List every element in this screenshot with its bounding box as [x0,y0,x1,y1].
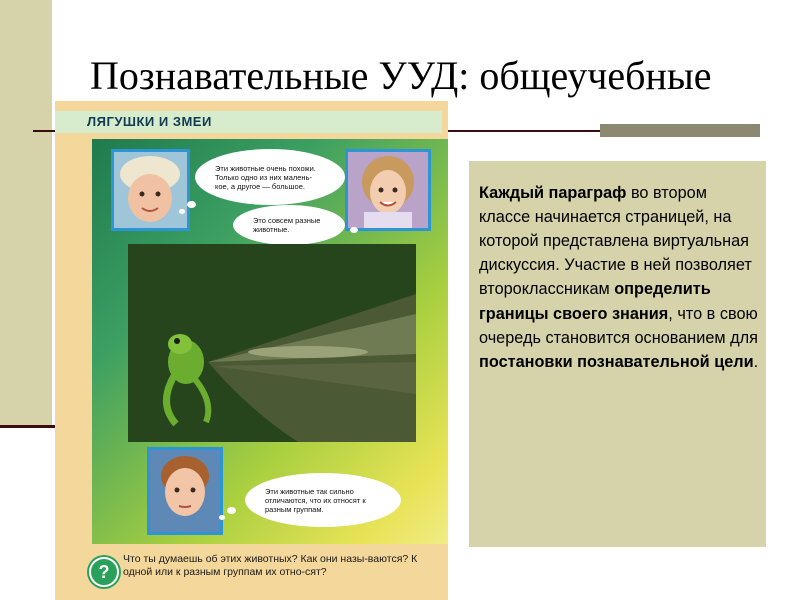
slide-title: Познавательные УУД: общеучебные [90,53,712,98]
bold-phrase-boundaries: определить границы своего знания [479,280,711,323]
speech-bubble-3: Эти животные так сильно отличаются, что их относят к разным группам. [245,473,401,527]
bubble-dot [219,515,225,520]
bubble-dot [179,209,185,214]
text-run: . [753,352,759,371]
page-header [55,111,442,133]
description-paragraph [479,181,759,374]
bubble-dot [350,227,358,233]
boy-photo [147,447,223,535]
girl-photo-right [345,149,431,231]
question-section [55,544,448,600]
crocodile-and-frog-photo [128,244,416,442]
page-header-text: ЛЯГУШКИ И ЗМЕИ [87,114,212,129]
textbook-page-image [55,101,448,600]
question-mark-icon: ? [89,557,119,587]
title-rule-bar [600,124,760,137]
left-decor-band [0,0,52,426]
bubble-dot [187,201,196,208]
text-run: , что в свою очередь становится основанием для [479,304,758,347]
bold-phrase-goal: постановки познавательной цели [479,352,754,371]
left-decor-line [0,425,55,428]
girl-photo-left [111,149,190,231]
text-run: во втором классе начинается страницей, на которой представлена виртуальная дискуссия. Участие в ней позволяет второклассникам [479,184,752,299]
speech-bubble-1: Эти животные очень похожи. Только одно из них малень-кое, а другое — большое. [195,149,345,205]
speech-bubble-2: Это совсем разные животные. [233,205,345,245]
description-text-box [469,161,766,547]
bubble-dot [227,507,236,514]
title-rule-right [440,130,600,132]
bold-phrase-paragraph: Каждый параграф [479,184,627,202]
question-text: Что ты думаешь об этих животных? Как они назы-ваются? К одной или к разным группам их отно-сят? [123,553,418,579]
